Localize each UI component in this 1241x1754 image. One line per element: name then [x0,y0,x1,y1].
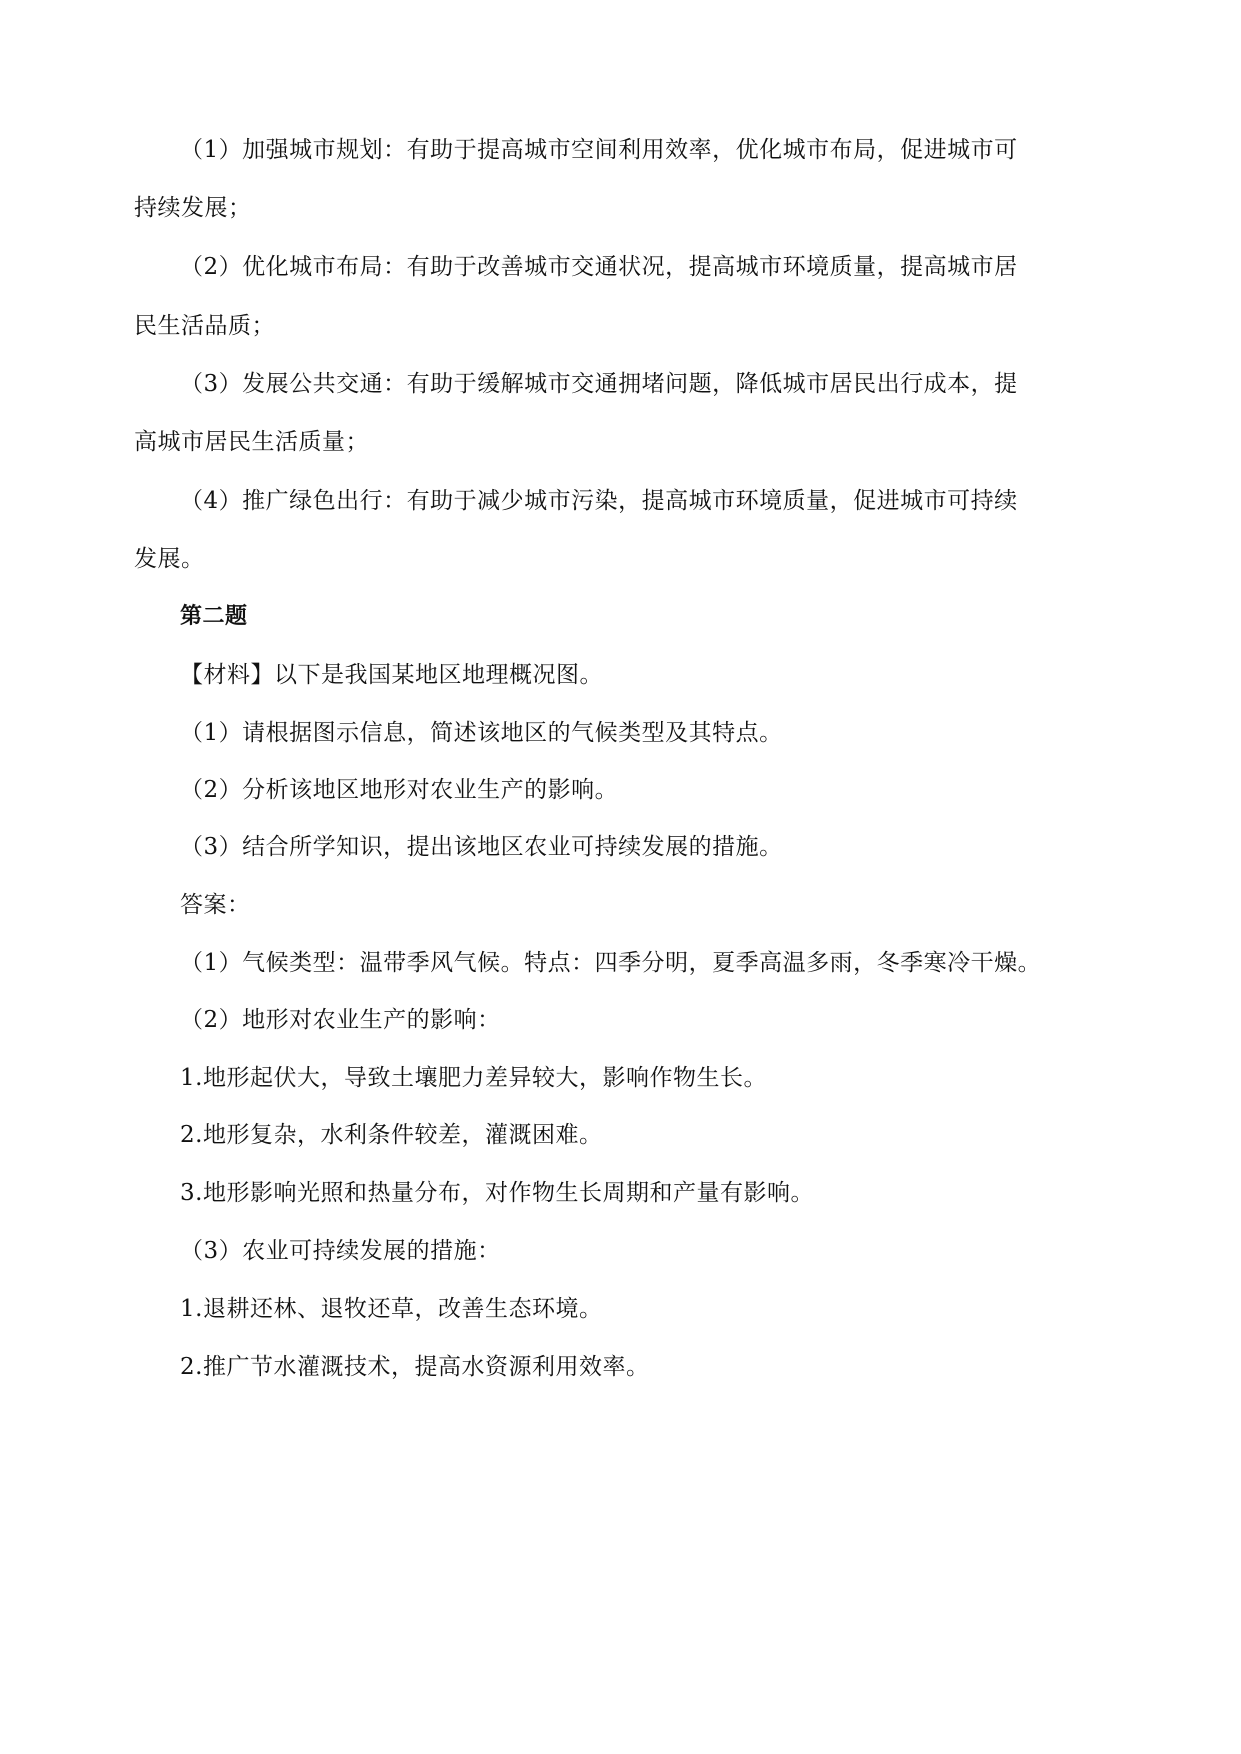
answer-2-item-2: 2.地形复杂，水利条件较差，灌溉困难。 [180,1122,603,1148]
answer-3-title: （3）农业可持续发展的措施： [180,1238,501,1264]
paragraph-3-line-2: 高城市居民生活质量； [134,429,369,455]
question-1: （1）请根据图示信息，简述该地区的气候类型及其特点。 [180,720,783,746]
paragraph-4-line-1: （4）推广绿色出行：有助于减少城市污染，提高城市环境质量，促进城市可持续 [180,488,1018,514]
answer-label: 答案： [180,892,251,918]
question-2: （2）分析该地区地形对农业生产的影响。 [180,777,619,803]
paragraph-2-line-1: （2）优化城市布局：有助于改善城市交通状况，提高城市环境质量，提高城市居 [180,254,1018,280]
paragraph-2-line-2: 民生活品质； [134,313,275,339]
paragraph-1-line-2: 持续发展； [134,195,252,221]
answer-3-item-1: 1.退耕还林、退牧还草，改善生态环境。 [180,1296,603,1322]
answer-3-item-2: 2.推广节水灌溉技术，提高水资源利用效率。 [180,1354,650,1380]
answer-2-item-3: 3.地形影响光照和热量分布，对作物生长周期和产量有影响。 [180,1180,814,1206]
answer-2-title: （2）地形对农业生产的影响： [180,1007,501,1033]
paragraph-1-line-1: （1）加强城市规划：有助于提高城市空间利用效率，优化城市布局，促进城市可 [180,137,1018,163]
answer-1: （1）气候类型：温带季风气候。特点：四季分明，夏季高温多雨，冬季寒冷干燥。 [180,950,1042,976]
material-text: 【材料】以下是我国某地区地理概况图。 [180,662,603,688]
paragraph-4-line-2: 发展。 [134,546,205,572]
paragraph-3-line-1: （3）发展公共交通：有助于缓解城市交通拥堵问题，降低城市居民出行成本，提 [180,371,1018,397]
answer-2-item-1: 1.地形起伏大，导致土壤肥力差异较大，影响作物生长。 [180,1065,767,1091]
question-3: （3）结合所学知识，提出该地区农业可持续发展的措施。 [180,834,783,860]
section-heading: 第二题 [180,604,248,629]
